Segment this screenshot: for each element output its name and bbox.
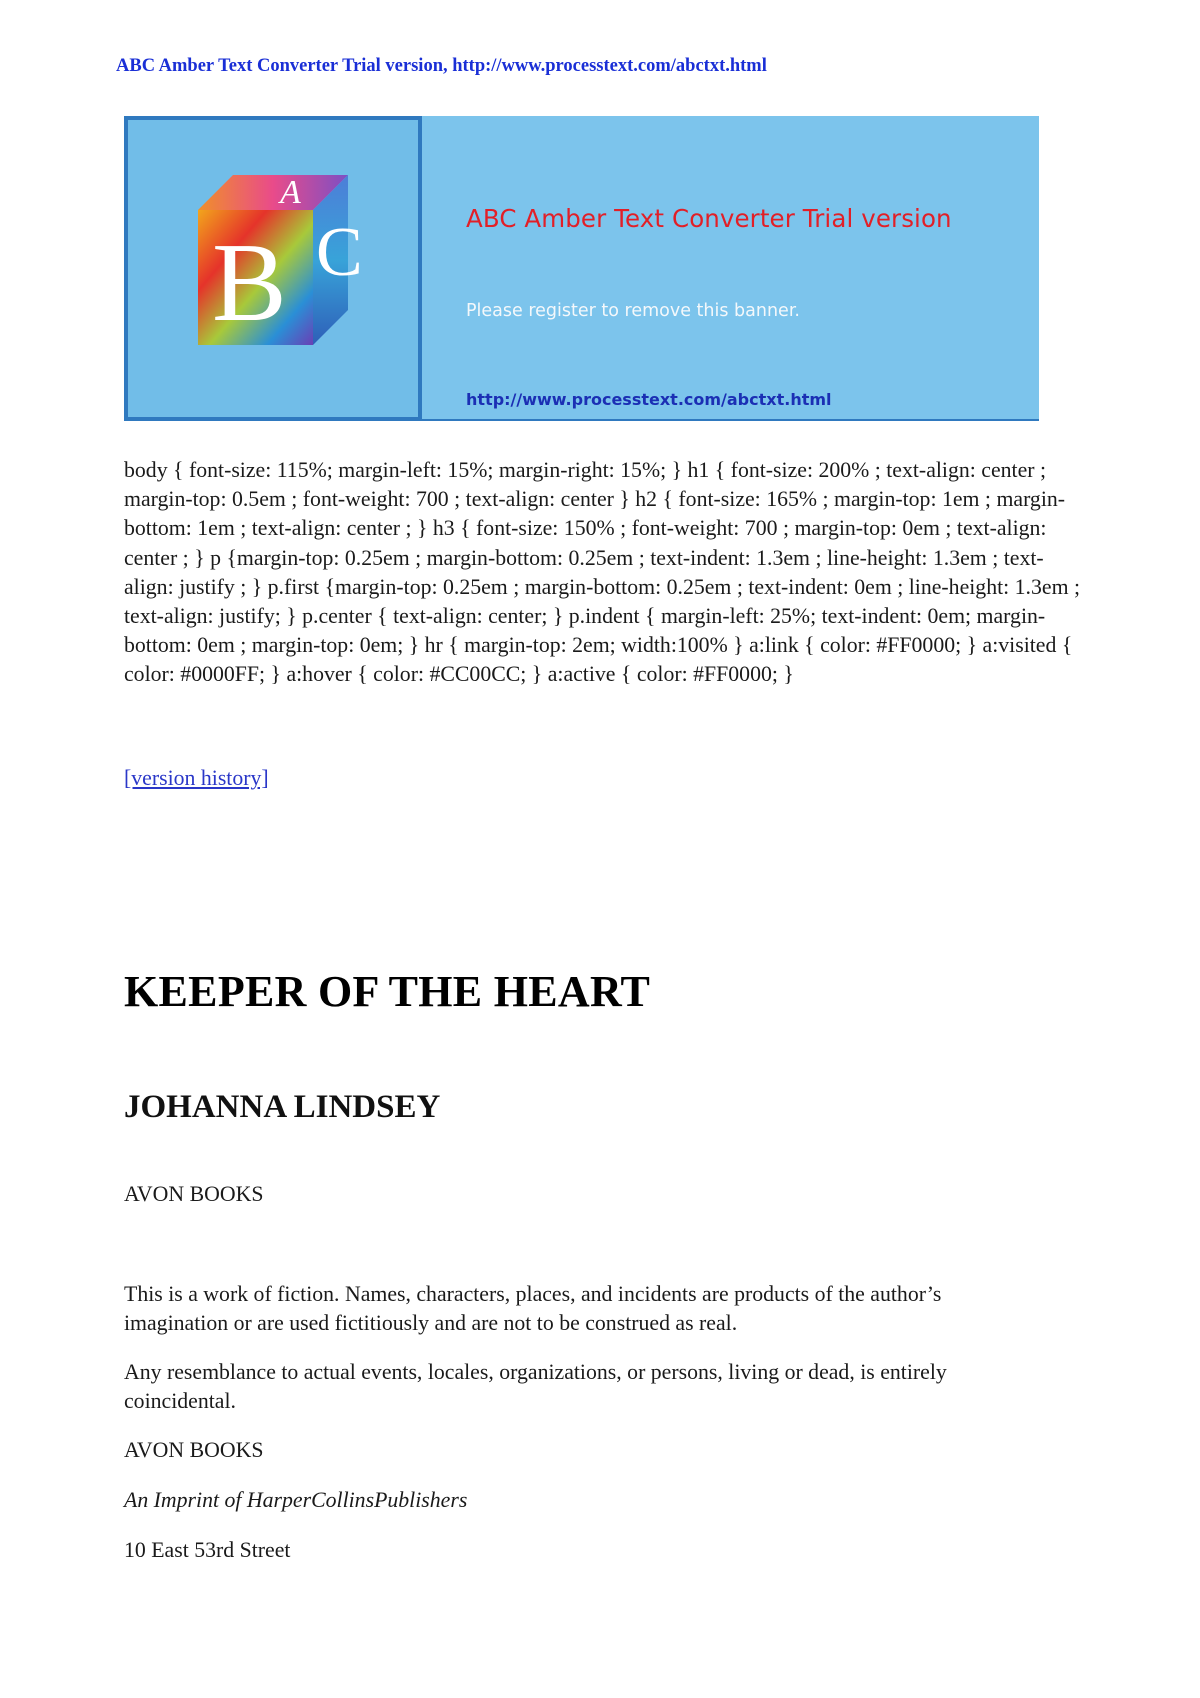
imprint-line: An Imprint of HarperCollinsPublishers: [124, 1488, 468, 1512]
book-title: KEEPER OF THE HEART: [124, 967, 651, 1016]
cube-letter-a: A: [280, 174, 301, 211]
copyright-publisher: AVON BOOKS: [124, 1438, 264, 1462]
abc-logo-panel: [124, 116, 422, 421]
banner-title: ABC Amber Text Converter Trial version: [466, 204, 952, 233]
book-author: JOHANNA LINDSEY: [124, 1089, 441, 1125]
version-history-link[interactable]: [version history]: [124, 766, 269, 790]
resemblance-notice: Any resemblance to actual events, locales, organizations, or persons, living or dead, is entirely coincidental.: [124, 1360, 947, 1414]
trial-banner[interactable]: [124, 116, 1039, 421]
publisher-name: AVON BOOKS: [124, 1182, 264, 1206]
cube-letter-b: B: [212, 221, 287, 345]
publisher-address: 10 East 53rd Street: [124, 1538, 291, 1562]
stylesheet-text: body { font-size: 115%; margin-left: 15%; margin-right: 15%; } h1 { font-size: 200% ; text-align: center ; margin-top: 0.5em ; font-weight: 700 ; text-align: center } h2 { font-size: 165% ; margin-top: 1em ; margin-bottom: 1em ; text-align: center ; } h3 { font-size: 150% ; font-weight: 700 ; margin-top: 0em ; text-align: center ; } p {margin-top: 0.25em ; margin-bottom: 0.25em ; text-indent: 1.3em ; line-height: 1.3em ; text-align: justify ; } p.first {margin-top: 0.25em ; margin-bottom: 0.25em ; text-indent: 0em ; line-height: 1.3em ; text-align: justify; } p.center { text-align: center; } p.indent { margin-left: 25%; text-indent: 0em; margin-bottom: 0em ; margin-top: 0em; } hr { margin-top: 2em; width:100% } a:link { color: #FF0000; } a:visited { color: #0000FF; } a:hover { color: #CC00CC; } a:active { color: #FF0000; }: [124, 458, 1081, 687]
banner-url-link[interactable]: http://www.processtext.com/abctxt.html: [466, 390, 832, 409]
fiction-notice: This is a work of fiction. Names, characters, places, and incidents are products of the author’s imagination or are used fictitiously and are not to be construed as real.: [124, 1282, 942, 1336]
abc-cube-icon: [188, 160, 363, 360]
banner-register-note: Please register to remove this banner.: [466, 301, 800, 321]
banner-bottom-border: [124, 419, 1039, 421]
trial-header-link[interactable]: ABC Amber Text Converter Trial version, http://www.processtext.com/abctxt.html: [116, 56, 767, 76]
cube-letter-c: C: [316, 214, 363, 291]
